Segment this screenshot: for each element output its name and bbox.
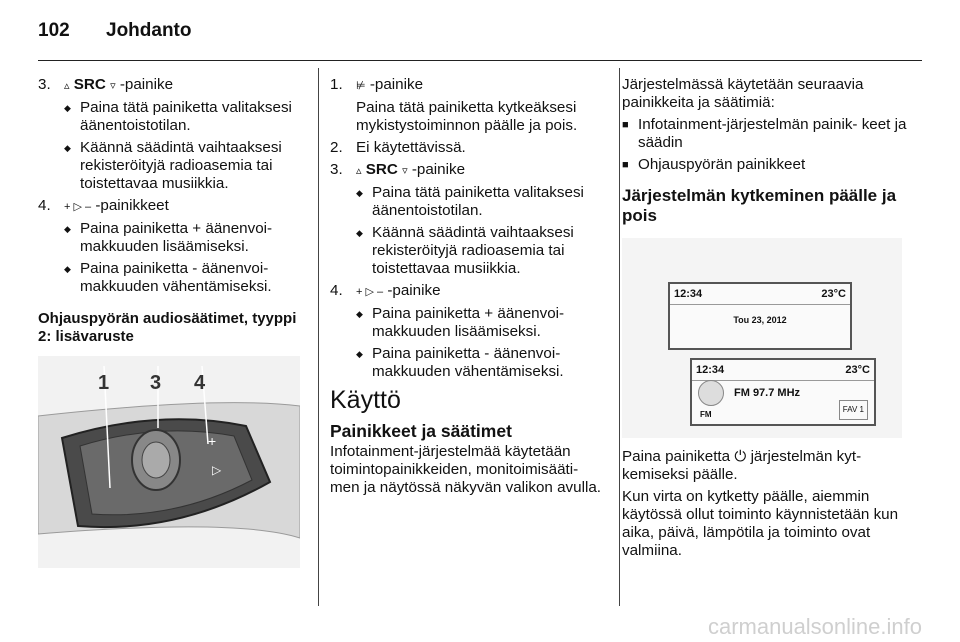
body-text [622,448,912,484]
item-suffix: -painike [369,76,424,93]
steering-controls-drawing [38,356,300,568]
radio-icon [698,380,724,406]
list-item [38,76,306,95]
page-header [38,20,192,42]
bullet-item: ◆ Paina painiketta + äänenvoi- makkuuden lisäämiseksi. [64,220,306,256]
item-number: 1. [330,76,343,93]
item-suffix: -painike [411,161,466,178]
list-item [330,282,605,301]
item-number: 3. [330,161,343,178]
body-text: Kun virta on kytketty päälle, aiemmin käytössä ollut toiminto käynnistetään kun aika, päivä, lämpötila ja toiminto ovat valmiina. [622,488,899,559]
header-rule [38,60,922,61]
item-number: 2. [330,139,343,156]
mute-icon: ⊭ [356,80,366,92]
svg-text:▷: ▷ [212,463,222,477]
text-suffix: järjestelmän kyt- kemiseksi päälle. [622,448,862,483]
bullet-item: ◆ Paina painiketta - äänenvoi- makkuuden vähentämiseksi. [64,260,306,296]
subsection-title: Painikkeet ja säätimet [330,421,512,441]
column-1 [38,76,306,578]
column-divider [619,68,620,606]
page-title: Johdanto [106,20,192,41]
list-item [330,139,605,157]
item-number: 3. [38,76,51,93]
bullet-item: ◆ Paina tätä painiketta valitaksesi äänentoistotilan. [356,184,605,220]
item-number: 4. [330,282,343,299]
item-suffix: -painike [387,282,441,299]
band-label: FM [700,410,712,419]
src-label: SRC [365,161,398,178]
temperature-label: 23°C [821,288,846,300]
text-prefix: Paina painiketta [622,448,731,465]
column-3 [622,76,912,560]
clock-label: 12:34 [674,288,703,300]
src-label: SRC [73,76,106,93]
callout-4: 4 [194,372,206,394]
bullet-item: ◆ Paina painiketta - äänenvoi- makkuuden vähentämiseksi. [356,345,605,381]
temperature-label: 23°C [845,364,870,376]
display-illustration [622,238,902,438]
body-text: Infotainment-järjestelmää käytetään toimintopainikkeiden, monitoimisääti- men ja näytössä näkyvän valikon avulla. [330,443,601,496]
callout-3: 3 [150,372,162,394]
station-label: FM 97.7 MHz [734,387,801,399]
item-suffix: -painikkeet [95,197,169,214]
item-text: Ei käytettävissä. [356,139,466,156]
list-item [330,76,605,95]
steering-wheel-illustration [38,356,300,568]
item-text: Paina tätä painiketta kytkeäksesi mykistystoiminnon päälle ja pois. [356,99,578,134]
intro-text: Järjestelmässä käytetään seuraavia painikkeita ja säätimiä: [622,76,864,111]
list-item [330,161,605,180]
src-up-icon: ▵ [64,80,70,92]
callout-1: 1 [98,372,110,394]
section-heading: Järjestelmän kytkeminen päälle ja pois [622,186,897,225]
page-number: 102 [38,20,70,41]
watermark: carmanualsonline.info [707,614,922,639]
bullet-item: ◆ Paina painiketta + äänenvoi- makkuuden lisäämiseksi. [356,305,605,341]
bullet-item: ■ Infotainment-järjestelmän painik- keet ja säädin [622,116,912,152]
bullet-item: ◆ Käännä säädintä vaihtaaksesi rekisteröityjä radioasemia tai toistettavaa musiikkia. [356,224,605,278]
item-suffix: -painike [119,76,174,93]
favourite-label: FAV 1 [839,400,868,420]
svg-text:+: + [208,433,217,449]
display-screen-on [690,358,876,426]
section-title: Käyttö [330,386,401,414]
bullet-item: ■ Ohjauspyörän painikkeet [622,156,912,174]
section-heading: Ohjauspyörän audiosäätimet, tyyppi 2: lisävaruste [38,310,297,345]
volume-icons: + ▷ – [64,201,92,213]
clock-label: 12:34 [696,364,725,376]
src-down-icon: ▿ [402,165,408,177]
power-icon: ⏻ [734,448,747,465]
item-number: 4. [38,197,51,214]
column-divider [318,68,319,606]
src-up-icon: ▵ [356,165,362,177]
bullet-item: ◆ Käännä säädintä vaihtaaksesi rekisteröityjä radioasemia tai toistettavaa musiikkia. [64,139,306,193]
date-label: Tou 23, 2012 [733,315,787,325]
display-screen-off [668,282,852,350]
bullet-item: ◆ Paina tätä painiketta valitaksesi äänentoistotilan. [64,99,306,135]
volume-icons: + ▷ – [356,286,384,298]
src-down-icon: ▿ [110,80,116,92]
column-2 [330,76,605,497]
list-item [38,197,306,216]
